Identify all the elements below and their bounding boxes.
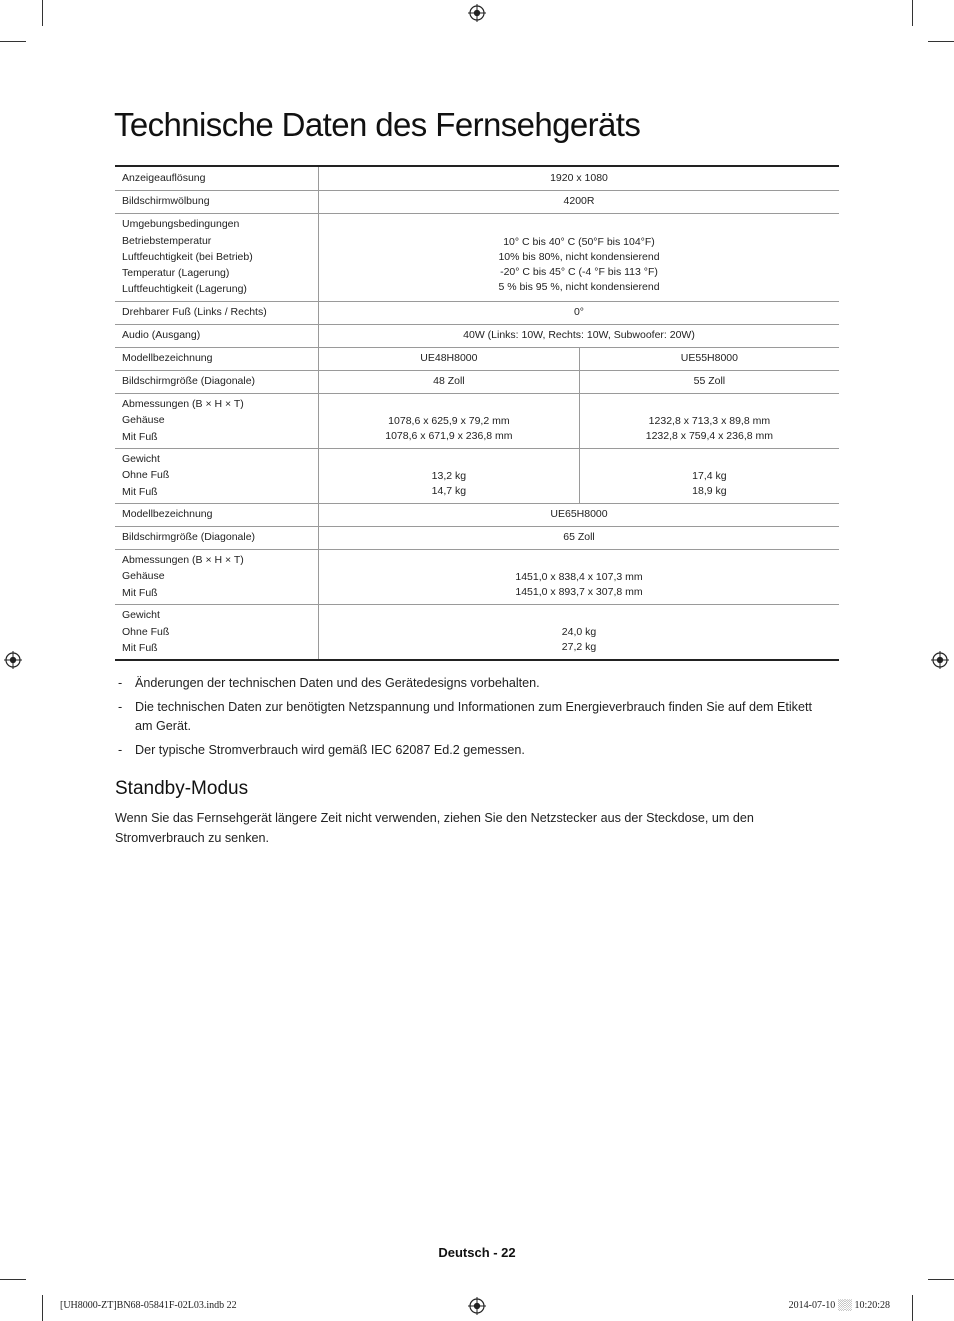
row-value: 1078,6 x 625,9 x 79,2 mm 1078,6 x 671,9 x 236,8 mm <box>319 393 580 448</box>
table-row <box>115 526 839 549</box>
table-row <box>115 166 839 190</box>
crop-mark <box>0 1279 26 1280</box>
row-value: 1451,0 x 838,4 x 107,3 mm 1451,0 x 893,7 x 307,8 mm <box>319 549 840 604</box>
notes-list <box>115 674 815 764</box>
row-value: UE55H8000 <box>579 347 839 370</box>
table-row <box>115 347 839 370</box>
table-row <box>115 604 839 660</box>
row-label: Umgebungsbedingungen Betriebstemperatur Luftfeuchtigkeit (bei Betrieb) Temperatur (Lagerung) Luftfeuchtigkeit (Lagerung) <box>115 213 319 301</box>
row-label: Bildschirmgröße (Diagonale) <box>115 370 319 393</box>
specs-table <box>115 165 839 661</box>
crop-mark <box>928 1279 954 1280</box>
table-row <box>115 448 839 503</box>
row-value: UE48H8000 <box>319 347 580 370</box>
section-paragraph: Wenn Sie das Fernsehgerät längere Zeit nicht verwenden, ziehen Sie den Netzstecker aus der Steckdose, um den Stromverbrauch zu senken. <box>115 811 754 845</box>
list-item: - Die technischen Daten zur benötigten Netzspannung und Informationen zum Energieverbrauch finden Sie auf dem Etikett am Gerät. <box>118 699 812 733</box>
crop-mark <box>912 0 913 26</box>
table-row <box>115 549 839 604</box>
dash-bullet: - <box>118 676 123 690</box>
row-value: 1920 x 1080 <box>319 166 840 190</box>
row-value: UE65H8000 <box>319 503 840 526</box>
crop-mark <box>0 41 26 42</box>
section-heading: Standby-Modus <box>115 778 249 799</box>
row-label: Abmessungen (B × H × T) Gehäuse Mit Fuß <box>115 549 319 604</box>
row-label: Bildschirmgröße (Diagonale) <box>115 526 319 549</box>
table-row <box>115 301 839 324</box>
print-file-info: [UH8000-ZT]BN68-05841F-02L03.indb 22 <box>60 1300 237 1311</box>
row-value: 24,0 kg 27,2 kg <box>319 604 840 660</box>
row-value: 40W (Links: 10W, Rechts: 10W, Subwoofer: 20W) <box>319 324 840 347</box>
registration-crosshair-icon <box>931 651 949 669</box>
row-value: 4200R <box>319 190 840 213</box>
row-value: 0° <box>319 301 840 324</box>
table-row <box>115 213 839 301</box>
table-row <box>115 370 839 393</box>
print-date-info: 2014-07-10 ░░ 10:20:28 <box>788 1300 890 1311</box>
row-value: 13,2 kg 14,7 kg <box>319 448 580 503</box>
row-value: 1232,8 x 713,3 x 89,8 mm 1232,8 x 759,4 x 236,8 mm <box>579 393 839 448</box>
table-row <box>115 324 839 347</box>
list-item: - Änderungen der technischen Daten und des Gerätedesigns vorbehalten. <box>115 674 815 694</box>
registration-crosshair-icon <box>468 1297 486 1315</box>
row-label: Modellbezeichnung <box>115 347 319 370</box>
crop-mark <box>928 41 954 42</box>
row-label: Gewicht Ohne Fuß Mit Fuß <box>115 448 319 503</box>
row-label: Anzeigeauflösung <box>115 166 319 190</box>
registration-crosshair-icon <box>4 651 22 669</box>
row-value: 65 Zoll <box>319 526 840 549</box>
row-value: 10° C bis 40° C (50°F bis 104°F) 10% bis 80%, nicht kondensierend -20° C bis 45° C (-4 °F bis 113 °F) 5 % bis 95 %, nicht kondensierend <box>319 213 840 301</box>
table-row <box>115 190 839 213</box>
table-row <box>115 393 839 448</box>
page-title: Technische Daten des Fernsehgeräts <box>114 106 641 143</box>
list-item: - Der typische Stromverbrauch wird gemäß IEC 62087 Ed.2 gemessen. <box>115 741 815 761</box>
dash-bullet: - <box>118 699 123 714</box>
page-number: Deutsch - 22 <box>438 1245 516 1260</box>
crop-mark <box>912 1295 913 1321</box>
row-value: 48 Zoll <box>319 370 580 393</box>
row-label: Gewicht Ohne Fuß Mit Fuß <box>115 604 319 660</box>
row-label: Abmessungen (B × H × T) Gehäuse Mit Fuß <box>115 393 319 448</box>
dash-bullet: - <box>118 742 123 757</box>
row-label: Bildschirmwölbung <box>115 190 319 213</box>
row-label: Drehbarer Fuß (Links / Rechts) <box>115 301 319 324</box>
row-label: Modellbezeichnung <box>115 503 319 526</box>
crop-mark <box>42 0 43 26</box>
row-label: Audio (Ausgang) <box>115 324 319 347</box>
table-row <box>115 503 839 526</box>
row-value: 17,4 kg 18,9 kg <box>579 448 839 503</box>
registration-crosshair-icon <box>468 4 486 22</box>
row-value: 55 Zoll <box>579 370 839 393</box>
crop-mark <box>42 1295 43 1321</box>
